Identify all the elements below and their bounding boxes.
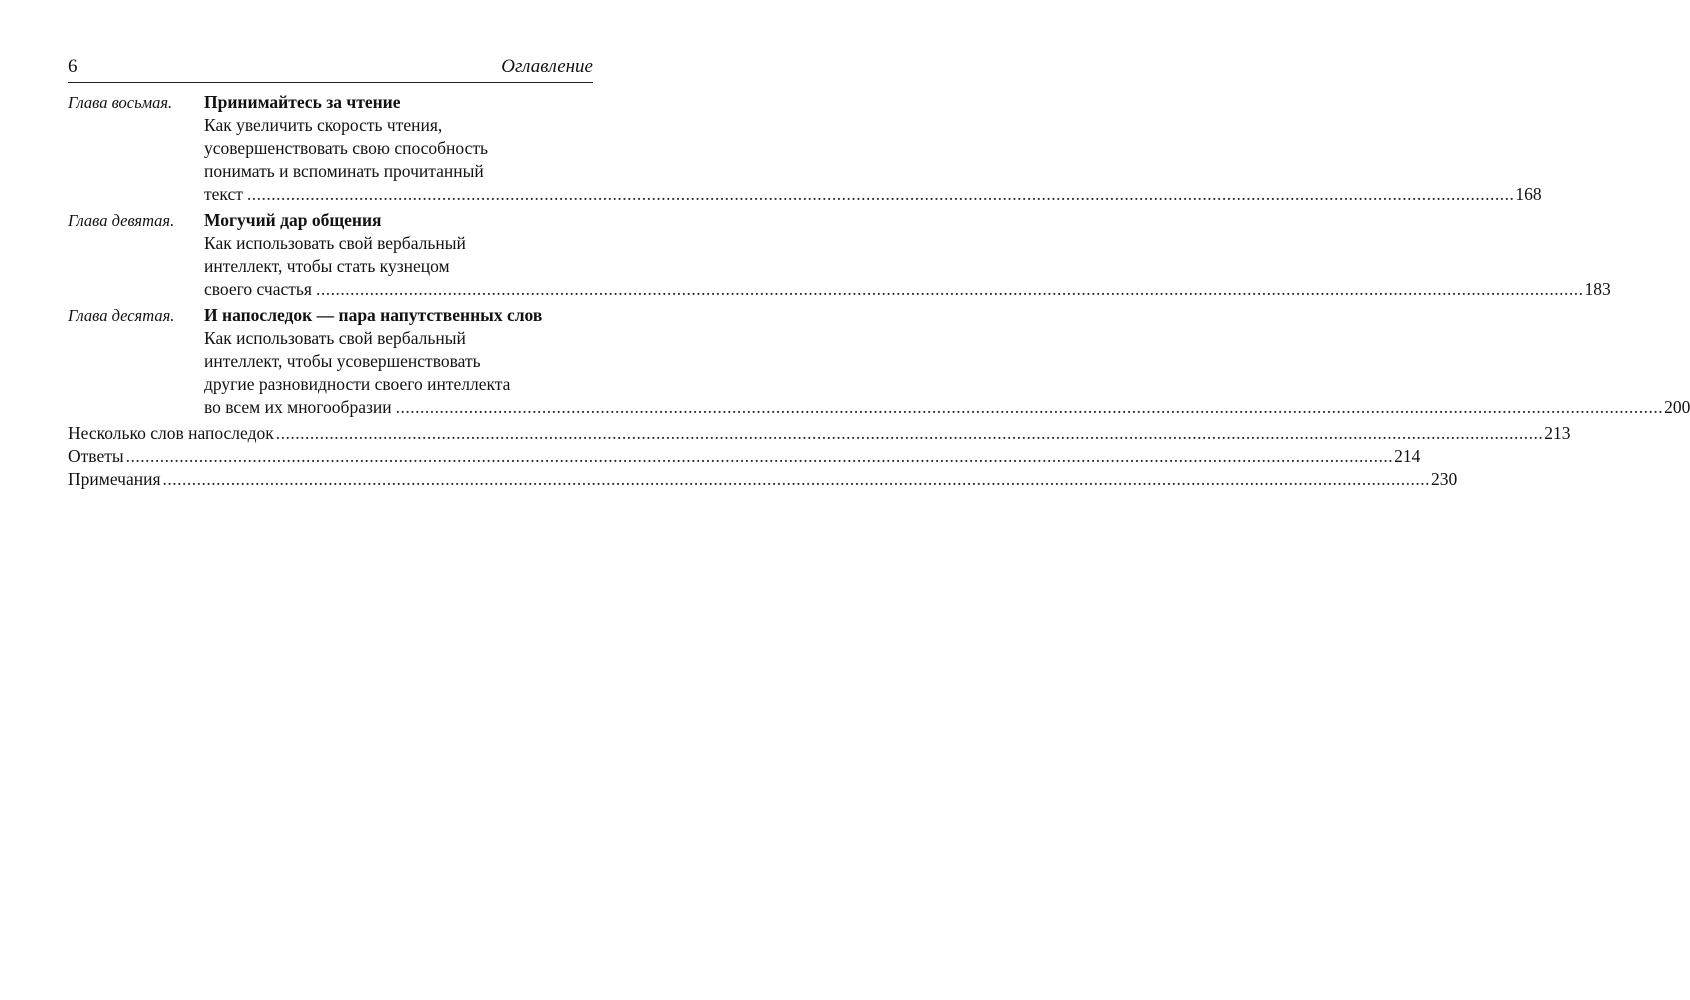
chapter-description-line: Как использовать свой вербальный	[204, 328, 466, 348]
chapter-last-line	[204, 396, 1690, 419]
dot-leader	[276, 422, 1544, 445]
chapter-body	[204, 304, 1690, 419]
chapter-description-line: другие разновидности своего интеллекта	[204, 374, 511, 394]
book-page	[68, 52, 1690, 491]
chapter-label: Глава девятая.	[68, 211, 175, 230]
page-ref: 183	[1584, 279, 1611, 299]
chapter-description-line: во всем их многообразии	[204, 397, 392, 417]
dot-leader	[163, 468, 1431, 491]
toc-entry-title: Несколько слов напоследок	[68, 423, 274, 443]
toc-entry-answers	[68, 445, 1421, 468]
chapter-title: Принимайтесь за чтение	[204, 92, 401, 112]
toc-entry-title: Ответы	[68, 446, 124, 466]
chapter-description-line: текст	[204, 184, 243, 204]
chapter-description-line: своего счастья	[204, 279, 312, 299]
page-ref: 200	[1664, 397, 1690, 417]
page-ref: 168	[1515, 184, 1542, 204]
chapter-description-line: интеллект, чтобы усовершенствовать	[204, 351, 481, 371]
toc-chapter-9	[68, 209, 1611, 301]
toc-entry-notes	[68, 468, 1458, 491]
page-number: 6	[68, 56, 78, 77]
section-name: Оглавление	[501, 56, 593, 77]
dot-leader	[316, 278, 1584, 301]
toc-entry-afterword	[68, 422, 1571, 445]
toc-chapter-8	[68, 91, 1542, 206]
chapter-label: Глава десятая.	[68, 306, 175, 325]
chapter-body	[204, 209, 1611, 301]
chapter-description-line: понимать и вспоминать прочитанный	[204, 161, 484, 181]
page-ref: 213	[1544, 423, 1571, 443]
chapter-last-line	[204, 183, 1542, 206]
chapter-body	[204, 91, 1542, 206]
page-ref: 214	[1394, 446, 1421, 466]
running-head	[68, 52, 593, 83]
chapter-description-line: Как использовать свой вербальный	[204, 233, 466, 253]
toc-chapter-10	[68, 304, 1690, 419]
chapter-title: Могучий дар общения	[204, 210, 382, 230]
dot-leader	[247, 183, 1515, 206]
toc-entry-title: Примечания	[68, 469, 161, 489]
table-of-contents	[68, 91, 1690, 491]
chapter-title: И напоследок — пара напутственных слов	[204, 305, 543, 325]
dot-leader	[396, 396, 1664, 419]
chapter-description-line: Как увеличить скорость чтения,	[204, 115, 443, 135]
toc-back-matter	[68, 422, 1571, 491]
chapter-description-line: усовершенствовать свою способность	[204, 138, 489, 158]
chapter-description-line: интеллект, чтобы стать кузнецом	[204, 256, 450, 276]
dot-leader	[126, 445, 1394, 468]
chapter-last-line	[204, 278, 1611, 301]
chapter-label: Глава восьмая.	[68, 93, 173, 112]
page-ref: 230	[1431, 469, 1458, 489]
